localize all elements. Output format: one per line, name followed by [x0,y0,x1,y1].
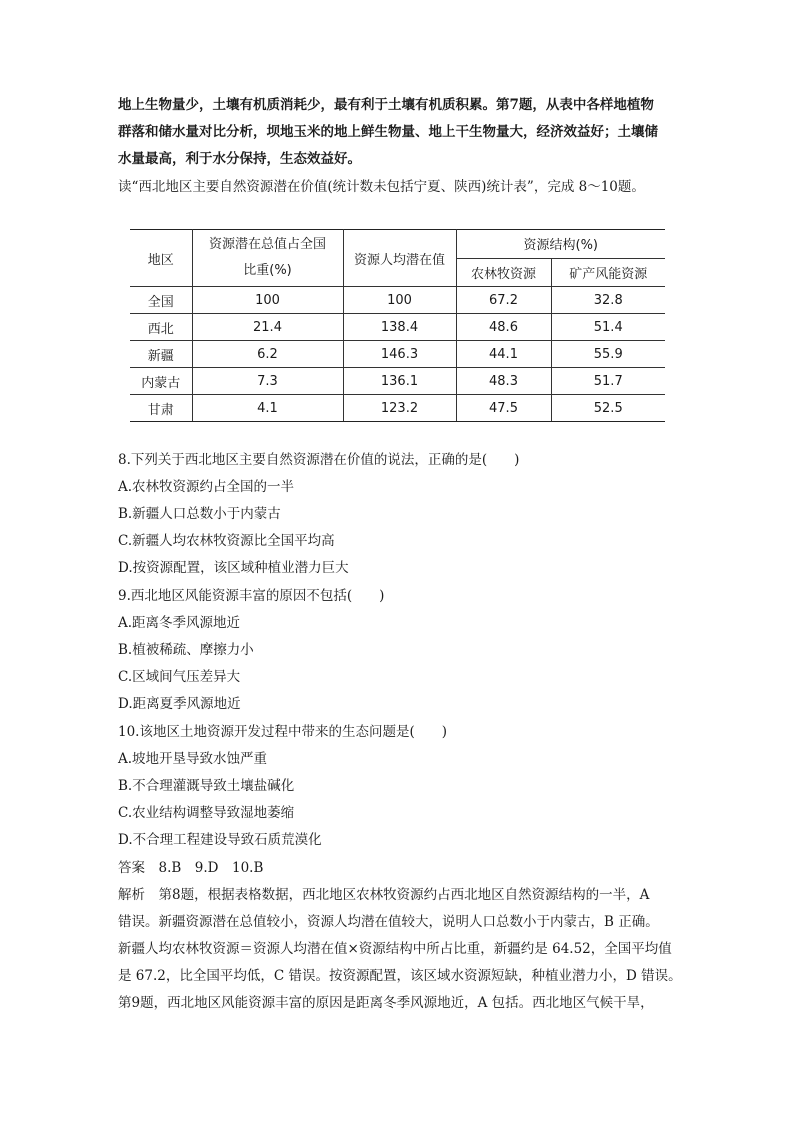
table-row [130,287,665,314]
table-row [130,314,665,341]
analysis-line-4: 是 67.2，比全国平均低，C 错误。按资源配置，该区域水资源短缺，种植业潜力小，D 错误。 [118,968,682,984]
cell-share: 100 [192,287,343,314]
cell-per-capita: 146.3 [343,341,456,368]
cell-share: 4.1 [192,395,343,422]
question-10-stem: 10.该地区土地资源开发过程中带来的生态问题是( ) [118,724,448,740]
analysis-line-2: 错误。新疆资源潜在总值较小，资源人均潜在值较大，说明人口总数小于内蒙古，B 正确。 [118,914,659,930]
cell-mineral: 51.4 [551,314,665,341]
header-per-capita: 资源人均潜在值 [343,230,456,287]
resource-table [130,229,665,422]
question-10-option-b: B.不合理灌溉导致土壤盐碱化 [118,778,295,794]
cell-agri: 44.1 [456,341,551,368]
cell-region: 新疆 [130,341,192,368]
cell-mineral: 32.8 [551,287,665,314]
cell-per-capita: 123.2 [343,395,456,422]
question-9-stem: 9.西北地区风能资源丰富的原因不包括( ) [118,588,385,604]
question-9-option-b: B.植被稀疏、摩擦力小 [118,642,254,658]
question-9-option-a: A.距离冬季风源地近 [118,615,241,631]
cell-share: 6.2 [192,341,343,368]
answer-line: 答案 8.B 9.D 10.B [118,860,264,876]
intro-line-2: 群落和储水量对比分析，坝地玉米的地上鲜生物量、地上干生物量大，经济效益好；土壤储 [118,124,658,140]
cell-per-capita: 136.1 [343,368,456,395]
cell-agri: 48.3 [456,368,551,395]
question-9-option-d: D.距离夏季风源地近 [118,696,241,712]
cell-region: 内蒙古 [130,368,192,395]
header-share-line2: 比重(%) [243,263,292,278]
intro-line-3: 水量最高，利于水分保持，生态效益好。 [118,151,361,167]
cell-per-capita: 138.4 [343,314,456,341]
reading-prompt: 读“西北地区主要自然资源潜在价值(统计数未包括宁夏、陕西)统计表”，完成 8～10题。 [118,179,645,195]
question-10-option-c: C.农业结构调整导致湿地萎缩 [118,805,295,821]
cell-mineral: 52.5 [551,395,665,422]
header-share [192,230,343,287]
cell-share: 7.3 [192,368,343,395]
question-9-option-c: C.区域间气压差异大 [118,669,241,685]
table-row [130,341,665,368]
question-8-option-c: C.新疆人均农林牧资源比全国平均高 [118,533,335,549]
question-10-option-d: D.不合理工程建设导致石质荒漠化 [118,832,322,848]
header-mineral: 矿产风能资源 [551,258,665,287]
analysis-line-3: 新疆人均农林牧资源＝资源人均潜在值×资源结构中所占比重，新疆约是 64.52，全国平均值 [118,941,672,957]
question-10-option-a: A.坡地开垦导致水蚀严重 [118,751,268,767]
cell-per-capita: 100 [343,287,456,314]
cell-region: 全国 [130,287,192,314]
question-8-option-d: D.按资源配置，该区域种植业潜力巨大 [118,560,349,576]
cell-region: 西北 [130,314,192,341]
cell-mineral: 55.9 [551,341,665,368]
table-row [130,395,665,422]
table-header-row [130,230,665,259]
cell-agri: 48.6 [456,314,551,341]
cell-agri: 47.5 [456,395,551,422]
intro-line-1: 地上生物量少，土壤有机质消耗少，最有利于土壤有机质积累。第7题，从表中各样地植物 [118,97,654,113]
cell-region: 甘肃 [130,395,192,422]
question-8-option-a: A.农林牧资源约占全国的一半 [118,479,295,495]
header-structure: 资源结构(%) [456,230,665,259]
question-8-option-b: B.新疆人口总数小于内蒙古 [118,506,281,522]
question-8-stem: 8.下列关于西北地区主要自然资源潜在价值的说法，正确的是( ) [118,452,520,468]
analysis-line-5: 第9题，西北地区风能资源丰富的原因是距离冬季风源地近，A 包括。西北地区气候干旱， [118,995,654,1011]
cell-mineral: 51.7 [551,368,665,395]
table-row [130,368,665,395]
header-share-line1: 资源潜在总值占全国 [208,237,326,252]
analysis-line-1: 解析 第8题，根据表格数据，西北地区农林牧资源约占西北地区自然资源结构的一半，A [118,887,650,903]
header-agri: 农林牧资源 [456,258,551,287]
header-region: 地区 [130,230,192,287]
cell-share: 21.4 [192,314,343,341]
cell-agri: 67.2 [456,287,551,314]
